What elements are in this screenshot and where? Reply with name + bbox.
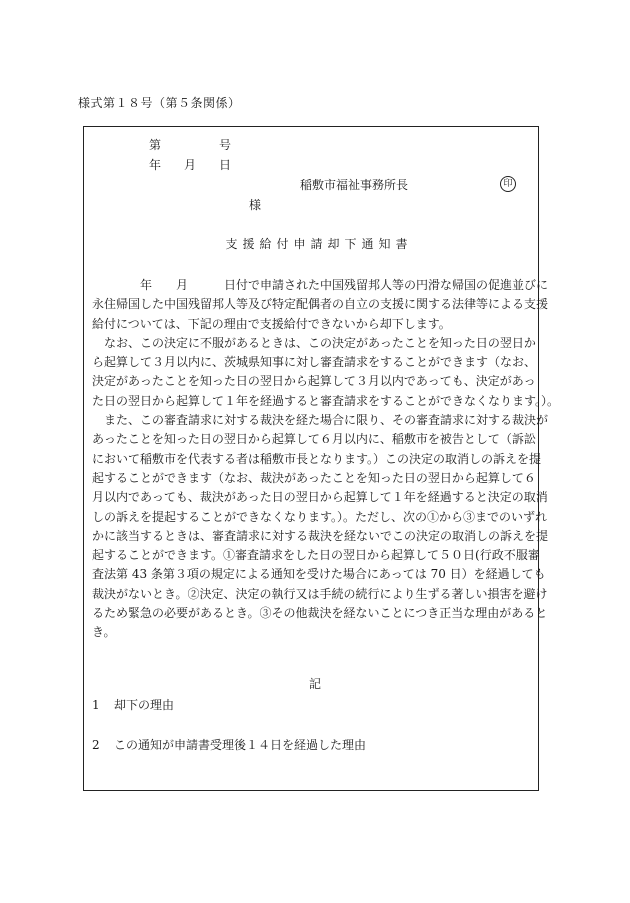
body-line: あったことを知った日の翌日から起算して６月以内に、稲敷市を被告として（訴訟	[92, 432, 536, 447]
date-day-label: 日	[219, 158, 232, 172]
body-line: ら起算して３月以内に、茨城県知事に対し審査請求をすることができます（なお、	[92, 355, 537, 370]
body-line: 決定があったことを知った日の翌日から起算して３月以内であっても、決定があっ	[92, 374, 536, 389]
addressee-honorific: 様	[249, 198, 262, 212]
body-line: 起することができます（なお、裁決があったことを知った日の翌日から起算して６	[92, 470, 536, 485]
body-line: において稲敷市を代表する者は稲敷市長となります。）この決定の取消しの訴えを提	[92, 451, 542, 466]
form-number-label: 様式第１８号（第５条関係）	[78, 96, 241, 110]
body-line: 起することができます。①審査請求をした日の翌日から起算して５０日(行政不服審	[92, 548, 540, 563]
body-line: き。	[92, 625, 116, 640]
body-line: なお、この決定に不服があるときは、この決定があったことを知った日の翌日か	[92, 335, 536, 350]
date-month-label: 月	[184, 158, 197, 172]
reason-item-1	[92, 699, 174, 711]
body-line: 年 月 日付で申請された中国残留邦人等の円滑な帰国の促進並びに	[92, 278, 549, 292]
document-number-prefix: 第	[149, 138, 162, 152]
item-number: 2	[92, 738, 100, 752]
body-line: 永住帰国した中国残留邦人等及び特定配偶者の自立の支援に関する法律等による支援	[92, 297, 549, 312]
body-line: しの訴えを提起することができなくなります。）。ただし、次の①から③までのいずれ	[92, 509, 548, 524]
issuer-office-name: 稲敷市福祉事務所長	[300, 178, 409, 192]
body-line: 査法第 43 条第３項の規定による通知を受けた場合にあっては 70 日）を経過しても	[92, 567, 546, 582]
item-text: 却下の理由	[114, 698, 175, 712]
body-line: 月以内であっても、裁決があった日の翌日から起算して１年を経過すると決定の取消	[92, 490, 548, 505]
body-line: 給付については、下記の理由で支援給付できないから却下します。	[92, 316, 451, 331]
body-line: かに該当するときは、審査請求に対する裁決を経ないでこの決定の取消しの訴えを提	[92, 528, 549, 543]
item-text: この通知が申請書受理後１４日を経過した理由	[114, 738, 367, 752]
seal-icon: 印	[500, 176, 516, 192]
body-line: また、この審査請求に対する裁決を経た場合に限り、その審査請求に対する裁決が	[92, 413, 549, 428]
date-year-label: 年	[149, 158, 162, 172]
body-line: 裁決がないとき。②決定、決定の執行又は手続の続行により生ずる著しい損害を避け	[92, 586, 548, 601]
document-title: 支援給付申請却下通知書	[225, 237, 413, 251]
body-line: るため緊急の必要があるとき。③その他裁決を経ないことにつき正当な理由があると	[92, 606, 548, 621]
item-number: 1	[92, 698, 100, 712]
reason-item-2	[92, 739, 366, 751]
body-line: た日の翌日から起算して１年を経過すると審査請求をすることができなくなります。）。	[92, 393, 560, 408]
ki-heading: 記	[308, 677, 321, 691]
notice-body	[92, 276, 560, 643]
document-number-suffix: 号	[219, 138, 232, 152]
